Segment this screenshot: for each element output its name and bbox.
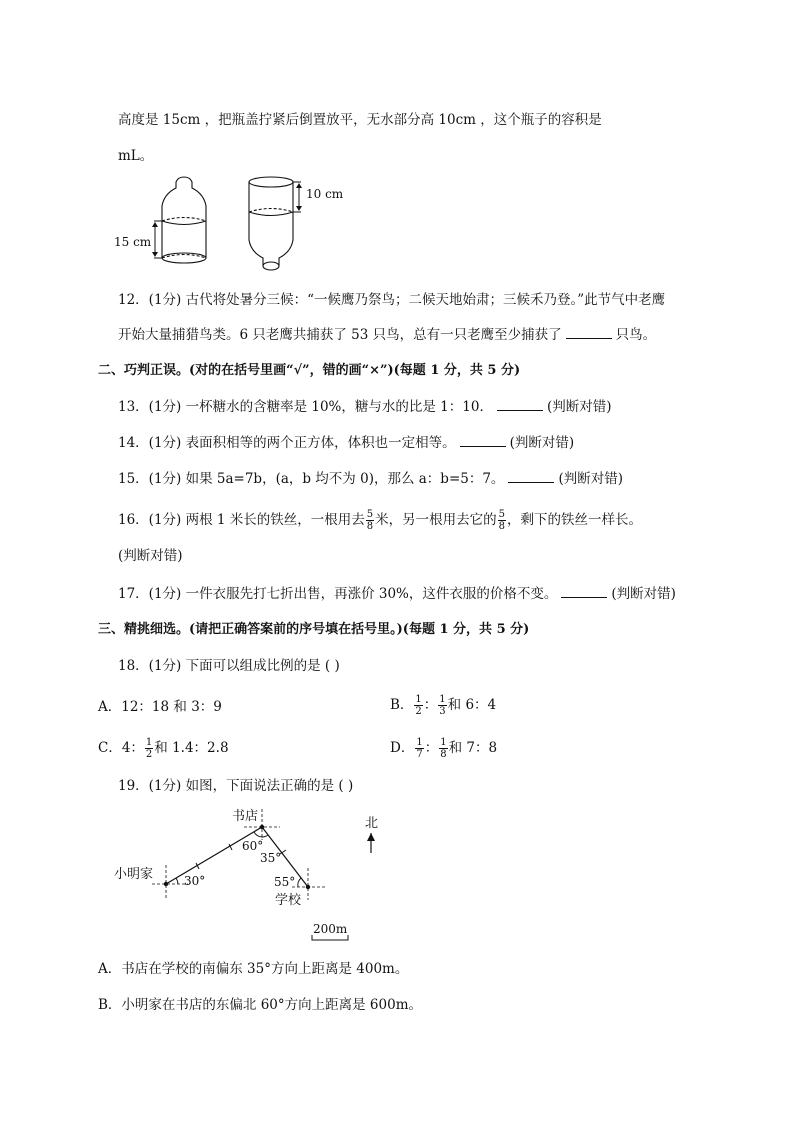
bottle-figure bbox=[108, 172, 368, 278]
q19-option-b[interactable]: B．小明家在书店的东偏北 60°方向上距离是 600m。 bbox=[98, 997, 422, 1013]
q18-option-a[interactable]: A．12：18 和 3：9 bbox=[98, 699, 222, 715]
fraction: $\frac{1}{2}$ bbox=[415, 694, 422, 717]
direction-map bbox=[108, 800, 408, 950]
q16-part2: 米，另一根用去它的 bbox=[375, 512, 497, 528]
q17-judge: (判断对错) bbox=[611, 586, 676, 602]
q14 bbox=[118, 433, 574, 453]
q17 bbox=[118, 584, 676, 604]
bookstore-point bbox=[260, 825, 264, 829]
fraction: $\frac{5}{8}$ bbox=[366, 509, 374, 532]
fraction: $\frac{1}{7}$ bbox=[416, 737, 423, 760]
q14-judge: (判断对错) bbox=[509, 435, 575, 451]
q19-option-a[interactable]: A．书店在学校的南偏东 35°方向上距离是 400m。 bbox=[98, 961, 409, 977]
school-label: 学校 bbox=[275, 893, 302, 908]
q16 bbox=[118, 509, 642, 532]
q16-part1: 16．(1分) 两根 1 米长的铁丝，一根用去 bbox=[118, 512, 365, 528]
answer-blank[interactable] bbox=[561, 585, 607, 598]
q15-text: 15．(1分) 如果 5a=7b，(a，b 均不为 0)，那么 a：b=5：7。 bbox=[118, 471, 505, 487]
fraction: $\frac{1}{8}$ bbox=[440, 737, 447, 760]
home-point bbox=[164, 882, 168, 886]
q15 bbox=[118, 469, 623, 489]
q14-text: 14．(1分) 表面积相等的两个正方体，体积也一定相等。 bbox=[118, 435, 456, 451]
school-point bbox=[306, 885, 310, 889]
angle-home: 30° bbox=[184, 874, 206, 888]
answer-blank[interactable] bbox=[497, 398, 543, 411]
q18-stem: 18．(1分) 下面可以组成比例的是 ( ) bbox=[118, 658, 340, 674]
angle-bookstore-left: 60° bbox=[242, 839, 264, 853]
q19-stem: 19．(1分) 如图，下面说法正确的是 ( ) bbox=[118, 778, 354, 794]
answer-blank[interactable] bbox=[566, 326, 612, 339]
q11-line2: mL。 bbox=[118, 148, 154, 164]
north-arrow-icon bbox=[367, 833, 375, 841]
answer-blank[interactable] bbox=[460, 434, 506, 447]
q18-option-b[interactable]: B． $\frac{1}{2}$ ： $\frac{1}{3}$ 和 6：4 bbox=[390, 694, 497, 717]
bookstore-label: 书店 bbox=[232, 809, 259, 824]
angle-school: 55° bbox=[274, 875, 296, 889]
q12-line2 bbox=[118, 325, 656, 345]
fraction: $\frac{5}{8}$ bbox=[498, 509, 506, 532]
label-15cm: 15 cm bbox=[114, 235, 152, 249]
q13 bbox=[118, 397, 612, 417]
answer-blank[interactable] bbox=[508, 470, 554, 483]
q16-judge: (判断对错) bbox=[118, 548, 183, 564]
q17-text: 17．(1分) 一件衣服先打七折出售，再涨价 30%，这件衣服的价格不变。 bbox=[118, 586, 558, 602]
inverted-bottle bbox=[249, 177, 293, 270]
label-10cm: 10 cm bbox=[306, 187, 344, 201]
q18-option-c[interactable]: C．4： $\frac{1}{2}$ 和 1.4：2.8 bbox=[98, 737, 229, 760]
q12-line2-after: 只鸟。 bbox=[615, 327, 657, 343]
angle-bookstore-right: 35° bbox=[260, 851, 282, 865]
home-label: 小明家 bbox=[114, 867, 154, 882]
q13-judge: (判断对错) bbox=[546, 399, 612, 415]
fraction: $\frac{1}{3}$ bbox=[439, 694, 446, 717]
north-label: 北 bbox=[365, 816, 379, 831]
upright-bottle bbox=[162, 177, 206, 263]
fraction: $\frac{1}{2}$ bbox=[145, 737, 153, 760]
q11-line1: 高度是 15cm ，把瓶盖拧紧后倒置放平，无水部分高 10cm ，这个瓶子的容积是 bbox=[118, 112, 602, 128]
route-home-bookstore bbox=[166, 827, 262, 884]
q18-option-d[interactable]: D． $\frac{1}{7}$ ： $\frac{1}{8}$ 和 7：8 bbox=[390, 737, 498, 760]
q12-line2-before: 开始大量捕猎鸟类。6 只老鹰共捕获了 53 只鸟，总有一只老鹰至少捕获了 bbox=[118, 327, 562, 343]
scale-label: 200m bbox=[313, 922, 348, 936]
q16-part3: ，剩下的铁丝一样长。 bbox=[507, 512, 643, 528]
section2-title: 二、巧判正误。(对的在括号里画“√”，错的画“×”)(每题 1 分，共 5 分) bbox=[98, 363, 521, 378]
q12-line1: 12．(1分) 古代将处暑分三候：“一候鹰乃祭鸟；二候天地始肃；三候禾乃登。”此节气中老鹰 bbox=[118, 292, 666, 308]
q13-text: 13．(1分) 一杯糖水的含糖率是 10%，糖与水的比是 1：10． bbox=[118, 399, 493, 415]
section3-title: 三、精挑细选。(请把正确答案前的序号填在括号里。)(每题 1 分，共 5 分) bbox=[98, 622, 530, 637]
q15-judge: (判断对错) bbox=[558, 471, 623, 487]
